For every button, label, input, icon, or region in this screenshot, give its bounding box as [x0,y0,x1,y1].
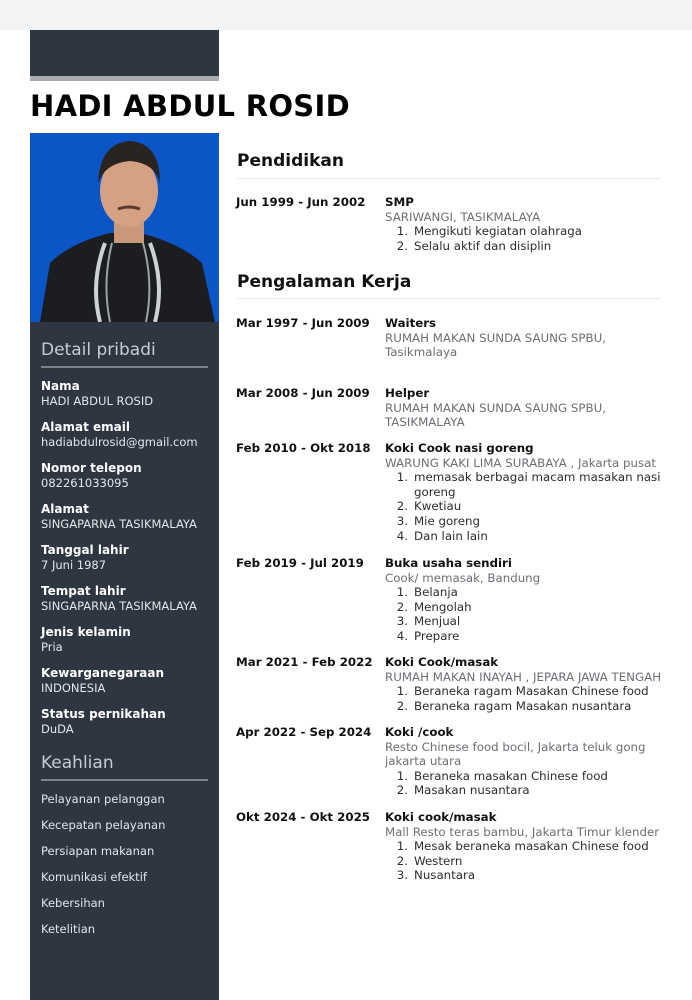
list-number: 2. [396,238,408,253]
list-item [391,783,666,798]
skill-item: Pelayanan pelanggan [41,792,165,806]
list-number: 2. [396,698,408,713]
list-text: Beraneka masakan Chinese food [414,768,608,783]
list-text: Nusantara [414,868,476,883]
list-text: Mengolah [414,599,472,614]
list-item [391,868,666,883]
entry-body [385,725,666,798]
experience-divider [237,298,661,299]
header-stripe [30,76,219,81]
entry-date: Jun 1999 - Jun 2002 [236,195,366,209]
list-number: 2. [396,853,408,868]
skills-heading: Keahlian [41,753,114,773]
detail-value: INDONESIA [41,681,106,695]
entry-date: Feb 2010 - Okt 2018 [236,441,371,455]
entry-list [391,585,666,643]
entry-date: Feb 2019 - Jul 2019 [236,556,364,570]
entry-date: Apr 2022 - Sep 2024 [236,725,372,739]
list-item [391,514,666,529]
list-item [391,585,666,600]
list-text: Beraneka ragam Masakan nusantara [414,698,632,713]
entry-organization: Resto Chinese food bocil, Jakarta teluk gong jakarta utara [385,739,646,769]
list-text: Belanja [414,585,458,600]
skill-item: Ketelitian [41,922,96,936]
entry-date: Mar 1997 - Jun 2009 [236,316,370,330]
entry-date: Mar 2008 - Jun 2009 [236,386,370,400]
list-item [391,499,666,514]
sidebar [30,133,219,1000]
entry-title: SMP [385,195,414,209]
detail-item [41,543,211,573]
list-text: Kwetiau [414,499,462,514]
experience-entry [236,655,666,713]
detail-item [41,625,211,655]
entry-date: Mar 2021 - Feb 2022 [236,655,373,669]
detail-item [41,420,211,450]
list-item [391,614,666,629]
list-text: Mengikuti kegiatan olahraga [414,224,583,239]
entry-title: Waiters [385,316,437,330]
list-text: Menjual [414,614,461,629]
list-text: Mie goreng [414,513,480,528]
entry-list [391,684,666,713]
entry-body [385,655,666,713]
detail-value: HADI ABDUL ROSID [41,394,154,408]
list-text: Mesak beraneka masakan Chinese food [414,839,649,854]
detail-label: Tempat lahir [41,584,126,598]
entry-organization: Mall Resto teras bambu, Jakarta Timur klender [385,824,660,839]
entry-list [391,839,666,883]
entry-title: Koki cook/masak [385,810,497,824]
list-number: 1. [396,470,408,485]
list-number: 2. [396,599,408,614]
education-divider [237,178,661,179]
list-item [391,769,666,784]
list-number: 1. [396,768,408,783]
skill-item: Kebersihan [41,896,105,910]
list-number: 1. [396,839,408,854]
entry-organization: RUMAH MAKAN INAYAH , JEPARA JAWA TENGAH [385,669,662,684]
entry-list [391,470,666,543]
list-text: Western [414,853,463,868]
list-number: 4. [396,628,408,643]
experience-entry [236,725,666,798]
list-number: 1. [396,224,408,239]
entry-title: Koki /cook [385,725,454,739]
experience-heading: Pengalaman Kerja [237,272,412,292]
list-item [391,470,666,499]
entry-title: Koki Cook nasi goreng [385,441,534,455]
entry-organization: WARUNG KAKI LIMA SURABAYA , Jakarta pusat [385,455,656,470]
list-text: Prepare [414,628,460,643]
entry-body [385,441,666,543]
detail-item [41,666,211,696]
detail-label: Kewarganegaraan [41,666,165,680]
list-number: 4. [396,528,408,543]
list-number: 2. [396,499,408,514]
list-item [391,629,666,644]
list-text: Beraneka ragam Masakan Chinese food [414,684,649,699]
entry-organization: Cook/ memasak, Bandung [385,570,541,585]
entry-body [385,386,666,430]
experience-entry [236,810,666,883]
list-number: 3. [396,614,408,629]
detail-label: Jenis kelamin [41,625,131,639]
list-item [391,699,666,714]
entry-body [385,195,666,253]
entry-list [391,769,666,798]
list-item [391,600,666,615]
detail-label: Alamat email [41,420,130,434]
detail-item [41,461,211,491]
experience-entry [236,316,666,360]
list-number: 1. [396,684,408,699]
entry-body [385,556,666,644]
list-text: Masakan nusantara [414,783,530,798]
entry-organization: SARIWANGI, TASIKMALAYA [385,209,541,224]
list-item [391,224,666,239]
details-heading: Detail pribadi [41,340,156,360]
details-divider [41,366,208,368]
detail-label: Tanggal lahir [41,543,129,557]
detail-item [41,502,211,532]
detail-value: SINGAPARNA TASIKMALAYA [41,517,197,531]
list-item [391,839,666,854]
detail-label: Alamat [41,502,89,516]
profile-photo [30,133,219,322]
detail-value: DuDA [41,722,74,736]
education-heading: Pendidikan [237,151,344,171]
skill-item: Persiapan makanan [41,844,155,858]
skill-item: Komunikasi efektif [41,870,147,884]
entry-body [385,316,666,360]
skill-item: Kecepatan pelayanan [41,818,166,832]
detail-value: 082261033095 [41,476,129,490]
detail-value: hadiabdulrosid@gmail.com [41,435,198,449]
list-number: 3. [396,868,408,883]
detail-value: SINGAPARNA TASIKMALAYA [41,599,197,613]
detail-label: Status pernikahan [41,707,166,721]
entry-title: Koki Cook/masak [385,655,499,669]
list-item [391,239,666,254]
experience-entry [236,441,666,543]
list-text: Selalu aktif dan disiplin [414,238,552,253]
entry-date: Okt 2024 - Okt 2025 [236,810,371,824]
list-item [391,529,666,544]
experience-entry [236,386,666,430]
detail-value: Pria [41,640,63,654]
list-number: 2. [396,783,408,798]
detail-label: Nomor telepon [41,461,142,475]
detail-item [41,707,211,737]
list-number: 3. [396,513,408,528]
full-name: HADI ABDUL ROSID [30,89,350,123]
entry-title: Helper [385,386,430,400]
list-item [391,684,666,699]
list-text: memasak berbagai macam masakan nasi goreng [414,470,661,499]
detail-value: 7 Juni 1987 [41,558,107,572]
list-item [391,854,666,869]
experience-entry [236,556,666,644]
entry-organization: RUMAH MAKAN SUNDA SAUNG SPBU, TASIKMALAYA [385,400,606,430]
list-text: Dan lain lain [414,528,488,543]
entry-organization: RUMAH MAKAN SUNDA SAUNG SPBU, Tasikmalaya [385,330,606,360]
skills-divider [41,779,208,781]
entry-list [391,224,666,253]
list-number: 1. [396,585,408,600]
detail-label: Nama [41,379,80,393]
detail-item [41,379,211,409]
detail-item [41,584,211,614]
header-bar [30,30,219,76]
education-entry [236,195,666,253]
entry-body [385,810,666,883]
entry-title: Buka usaha sendiri [385,556,512,570]
